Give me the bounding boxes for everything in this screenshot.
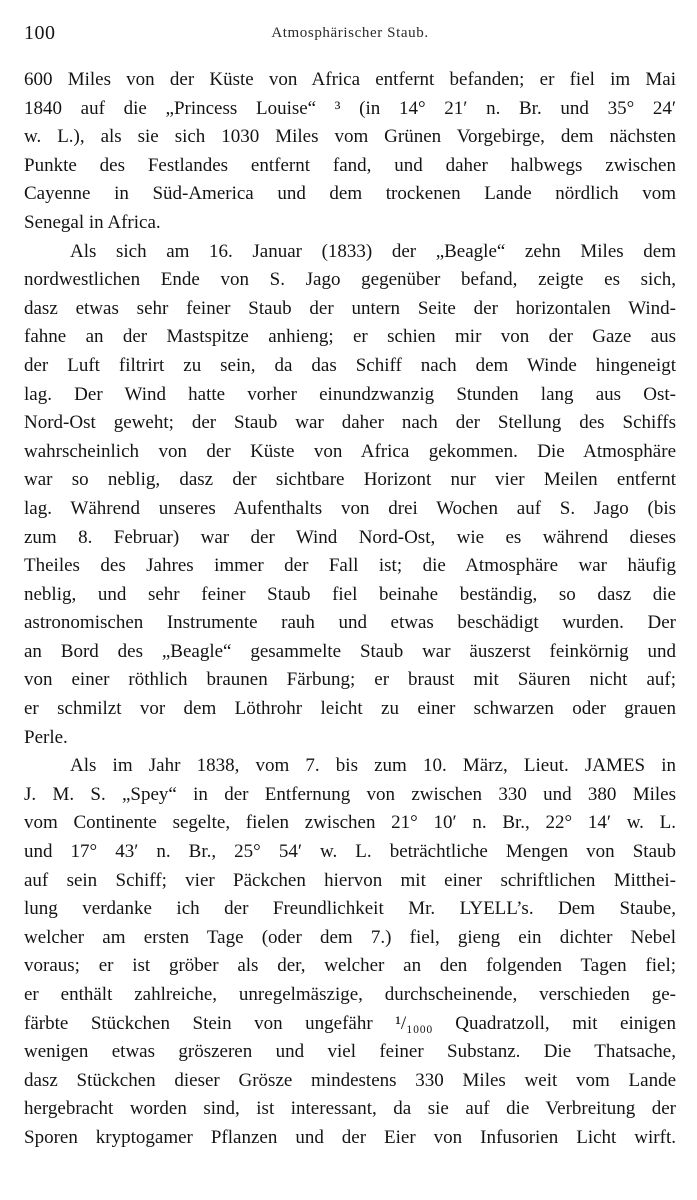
text-line: auf sein Schiff; vier Päckchen hiervon mit einer schriftlichen Mitthei- [24, 869, 676, 891]
text-line: lung verdanke ich der Freundlichkeit Mr. LYELL’s. Dem Staube, [24, 898, 676, 920]
text-line: war so neblig, dasz der sichtbare Horizont nur vier Meilen entfernt [24, 469, 676, 491]
paragraph [24, 238, 676, 753]
text-line: w. L.), als sie sich 1030 Miles vom Grünen Vorgebirge, dem nächsten [24, 126, 676, 148]
text-line: astronomischen Instrumente rauh und etwas beschädigt wurden. Der [24, 612, 676, 634]
text-line: hergebracht worden sind, ist interessant, da sie auf die Verbreitung der [24, 1098, 676, 1120]
body-text [24, 66, 676, 1153]
page-number: 100 [24, 22, 56, 44]
text-line: wahrscheinlich von der Küste von Africa gekommen. Die Atmosphäre [24, 440, 676, 462]
paragraph [24, 752, 676, 1152]
text-line: der Luft filtrirt zu sein, da das Schiff nach dem Winde hingeneigt [24, 354, 676, 376]
text-line: er schmilzt vor dem Löthrohr leicht zu einer schwarzen oder grauen [24, 698, 676, 720]
text-line: vom Continente segelte, fielen zwischen 21° 10′ n. Br., 22° 14′ w. L. [24, 812, 676, 834]
text-line: er enthält zahlreiche, unregelmäszige, durchscheinende, verschieden ge- [24, 984, 676, 1005]
text-line: Sporen kryptogamer Pflanzen und der Eier von Infusorien Licht wirft. [24, 1126, 676, 1148]
text-line: Punkte des Festlandes entfernt fand, und daher halbwegs zwischen [24, 154, 676, 176]
text-line: Perle. [24, 726, 68, 748]
text-line: lag. Während unseres Aufenthalts von drei Wochen auf S. Jago (bis [24, 497, 676, 519]
text-line: nordwestlichen Ende von S. Jago gegenüber befand, zeigte es sich, [24, 269, 676, 291]
text-line: Nord-Ost geweht; der Staub war daher nach der Stellung des Schiffs [24, 412, 676, 434]
text-line: dasz etwas sehr feiner Staub der untern Seite der horizontalen Wind- [24, 297, 676, 319]
text-line: neblig, und sehr feiner Staub fiel beinahe beständig, so dasz die [24, 583, 676, 605]
running-head [24, 18, 676, 58]
text-line: J. M. S. „Spey“ in der Entfernung von zwischen 330 und 380 Miles [24, 783, 676, 805]
text-line: Cayenne in Süd-America und dem trockenen Lande nördlich vom [24, 183, 676, 205]
text-line: voraus; er ist gröber als der, welcher an den folgenden Tagen fiel; [24, 955, 676, 977]
paragraph [24, 66, 676, 238]
text-line: Als im Jahr 1838, vom 7. bis zum 10. März, Lieut. JAMES in [70, 755, 676, 777]
text-line: von einer röthlich braunen Färbung; er braust mit Säuren nicht auf; [24, 669, 676, 691]
text-line: Theiles des Jahres immer der Fall ist; die Atmosphäre war häufig [24, 555, 676, 577]
text-line: an Bord des „Beagle“ gesammelte Staub war äuszerst feinkörnig und [24, 640, 676, 662]
text-line: färbte Stückchen Stein von ungefähr ¹/₁₀₀₀ Quadratzoll, mit einigen [24, 1012, 676, 1034]
text-line: und 17° 43′ n. Br., 25° 54′ w. L. beträchtliche Mengen von Staub [24, 841, 676, 863]
text-line: lag. Der Wind hatte vorher einundzwanzig Stunden lang aus Ost- [24, 383, 676, 405]
text-line: Als sich am 16. Januar (1833) der „Beagle“ zehn Miles dem [70, 240, 676, 262]
text-line: fahne an der Mastspitze anhieng; er schien mir von der Gaze aus [24, 326, 676, 348]
text-line: wenigen etwas gröszeren und viel feiner Substanz. Die Thatsache, [24, 1041, 676, 1063]
text-line: 600 Miles von der Küste von Africa entfernt befanden; er fiel im Mai [24, 69, 676, 90]
text-line: welcher am ersten Tage (oder dem 7.) fiel, gieng ein dichter Nebel [24, 926, 676, 948]
text-line: Senegal in Africa. [24, 211, 161, 233]
text-line: 1840 auf die „Princess Louise“ ³ (in 14° 21′ n. Br. und 35° 24′ [24, 97, 676, 119]
running-title: Atmosphärischer Staub. [271, 25, 429, 41]
text-line: zum 8. Februar) war der Wind Nord-Ost, wie es während dieses [24, 526, 676, 548]
book-page [24, 18, 676, 1188]
text-line: dasz Stückchen dieser Grösze mindestens 330 Miles weit vom Lande [24, 1069, 676, 1091]
